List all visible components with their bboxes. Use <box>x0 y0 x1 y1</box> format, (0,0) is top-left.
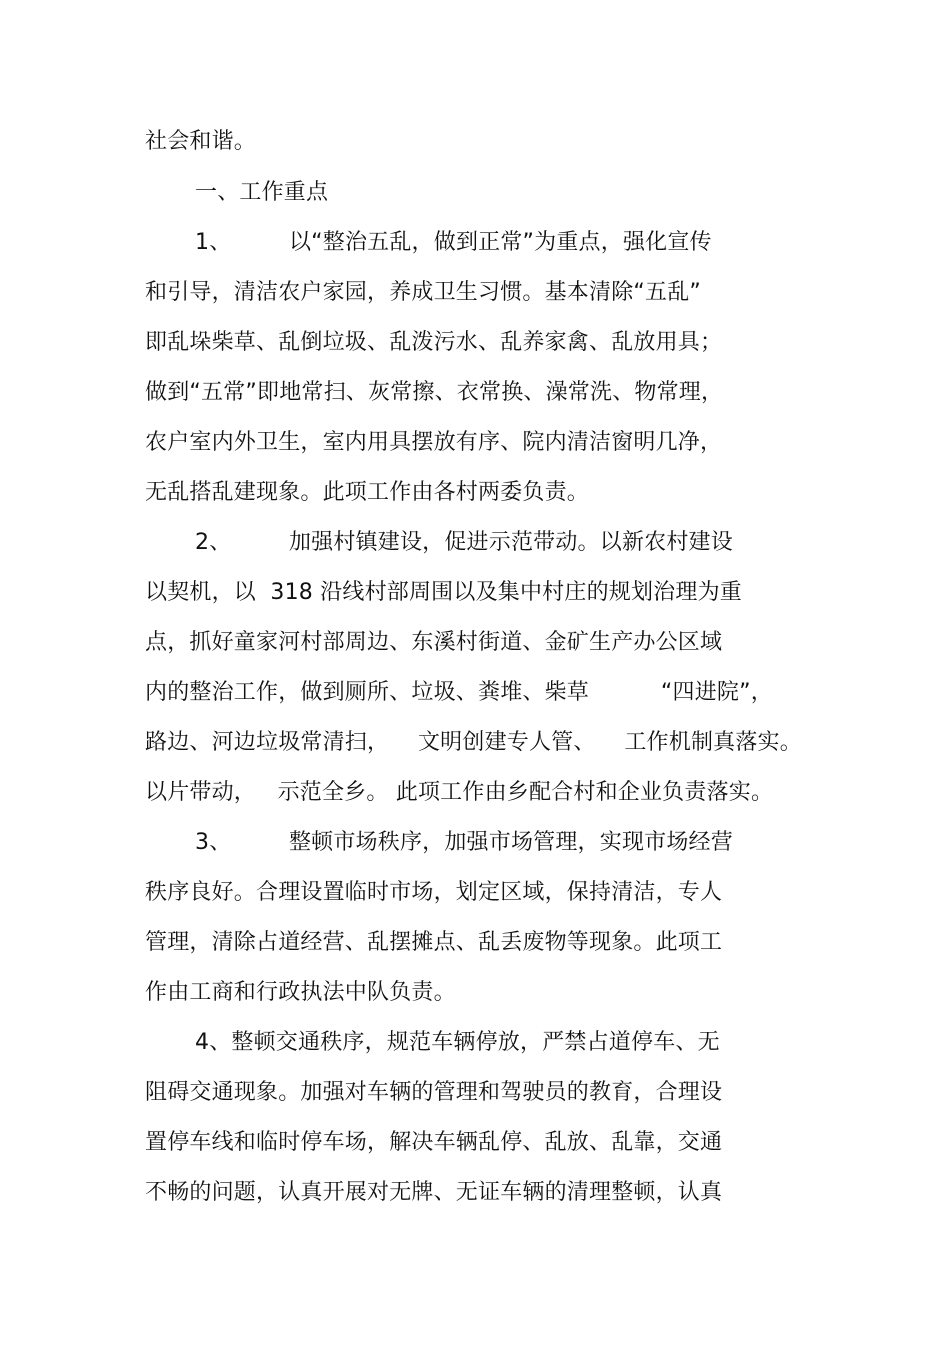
paragraph-line: 置停车线和临时停车场，解决车辆乱停、乱放、乱靠，交通 <box>145 1130 723 1155</box>
paragraph-line: 和引导，清洁农户家园，养成卫生习惯。基本清除“五乱” <box>145 280 701 305</box>
paragraph-line: 作由工商和行政执法中队负责。 <box>145 980 456 1005</box>
paragraph-line: 无乱搭乱建现象。此项工作由各村两委负责。 <box>145 480 590 505</box>
paragraph-line: 农户室内外卫生，室内用具摆放有序、院内清洁窗明几净， <box>145 430 723 455</box>
section-heading: 一、工作重点 <box>195 180 329 205</box>
paragraph-line: 以片带动， 示范全乡。 此项工作由乡配合村和企业负责落实。 <box>145 780 774 805</box>
paragraph-line: 4、整顿交通秩序，规范车辆停放，严禁占道停车、无 <box>195 1030 720 1055</box>
paragraph-line: 即乱垛柴草、乱倒垃圾、乱泼污水、乱养家禽、乱放用具； <box>145 330 723 355</box>
paragraph-line: 社会和谐。 <box>145 129 257 154</box>
paragraph-line: 做到“五常”即地常扫、灰常擦、衣常换、澡常洗、物常理， <box>145 380 724 405</box>
paragraph-line: 路边、河边垃圾常清扫， 文明创建专人管、 工作机制真落实。 <box>145 730 802 755</box>
paragraph-line: 1、 以“整治五乱，做到正常”为重点，强化宣传 <box>195 230 712 255</box>
paragraph-line: 点，抓好童家河村部周边、东溪村街道、金矿生产办公区域 <box>145 630 723 655</box>
paragraph-line: 阻碍交通现象。加强对车辆的管理和驾驶员的教育，合理设 <box>145 1080 723 1105</box>
paragraph-line: 秩序良好。合理设置临时市场，划定区域，保持清洁，专人 <box>145 880 723 905</box>
paragraph-line: 3、 整顿市场秩序，加强市场管理，实现市场经营 <box>195 830 733 855</box>
paragraph-line: 管理，清除占道经营、乱摆摊点、乱丢废物等现象。此项工 <box>145 930 723 955</box>
paragraph-line: 以契机，以 318 沿线村部周围以及集中村庄的规划治理为重 <box>145 580 742 605</box>
paragraph-line: 内的整治工作，做到厕所、垃圾、粪堆、柴草 “四进院”， <box>145 680 773 705</box>
paragraph-line: 不畅的问题，认真开展对无牌、无证车辆的清理整顿，认真 <box>145 1180 723 1205</box>
paragraph-line: 2、 加强村镇建设，促进示范带动。以新农村建设 <box>195 530 733 555</box>
